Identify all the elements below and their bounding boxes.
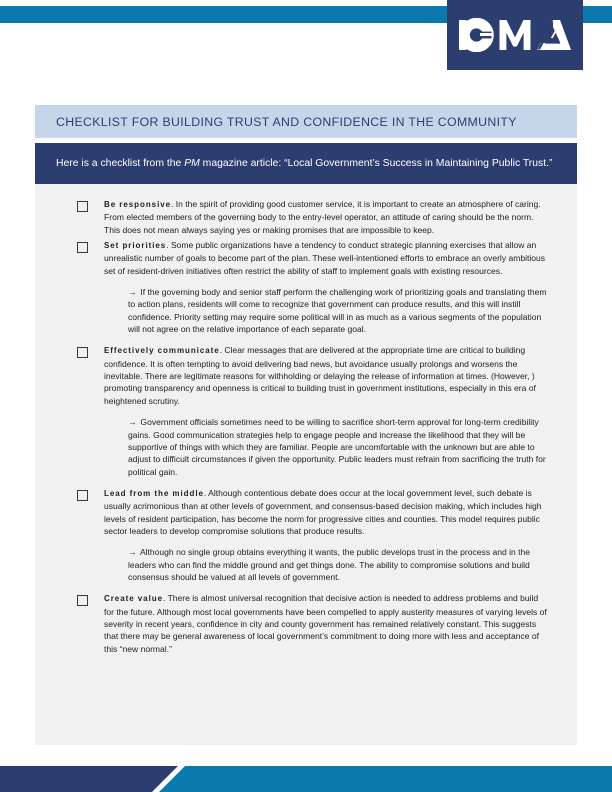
checklist-item-create-value[interactable] xyxy=(51,592,561,655)
checklist-item-lead-in: Effectively communicate xyxy=(104,346,220,356)
icma-logo-block xyxy=(447,0,583,70)
checklist-item-body: . Clear messages that are delivered at the appropriate time are critical to building confidence. It is often tempting to avoid delivering bad news, but avoidance usually prolongs and worsens the inevitable. There are legitimate reasons for withholding or delaying the release of information at times. (However, ) promoting transparency and openness is critical to building trust in government institutions, especially in this era of heightened scrutiny. xyxy=(104,345,536,406)
checklist-item-lead-in: Create value xyxy=(104,594,163,604)
checklist-item-body: . There is almost universal recognition that decisive action is needed to address problems and build for the future. Although most local governments have been compelled to apply austerity measures of varying levels of severity in recent years, confidence in city and county government has remained relatively constant. This suggests that there may be general awareness of local government’s commitment to doing more with less and acceptance of this “new normal.” xyxy=(104,593,547,654)
checklist-item-effectively-communicate[interactable] xyxy=(51,344,561,407)
checklist-item-text xyxy=(104,198,561,236)
checklist-items xyxy=(35,184,577,655)
checklist-item-lead-from-the-middle[interactable] xyxy=(51,487,561,537)
checklist-body-panel xyxy=(35,184,577,745)
checklist-subtitle-bar xyxy=(35,143,577,184)
checklist-item-lead-in: Lead from the middle xyxy=(104,488,204,498)
checkbox-lead-from-the-middle[interactable] xyxy=(77,490,88,501)
arrow-right-icon: → xyxy=(128,547,139,558)
subtitle-prefix: Here is a checklist from the xyxy=(56,158,185,169)
checklist-item-set-priorities[interactable] xyxy=(51,239,561,277)
checkbox-be-responsive[interactable] xyxy=(77,201,88,212)
checklist-item-body: . Although contentious debate does occur at the local government level, such debate is usually acrimonious than at other levels of government, and consensus-based decision making, which includes high levels of resident participation, has become the norm for progressive cities and counties. This model requires public sector leaders to develop compromise solutions that produce results. xyxy=(104,487,542,536)
checkbox-set-priorities[interactable] xyxy=(77,242,88,253)
checklist-item-text xyxy=(104,239,561,277)
checkbox-effectively-communicate[interactable] xyxy=(77,347,88,358)
arrow-right-icon: → xyxy=(128,417,139,428)
subtitle-suffix: magazine article: “Local Government’s Success in Maintaining Public Trust.” xyxy=(199,158,553,169)
checklist-item-text xyxy=(104,487,561,537)
page-header xyxy=(0,0,612,92)
checklist-item-text xyxy=(104,592,561,655)
checklist-item-body: . In the spirit of providing good customer service, it is important to create an atmosphere of caring. From elected members of the governing body to the entry-level operator, an attitude of caring should be the norm. This does not mean always saying yes or making promises that are impossible to keep. xyxy=(104,199,541,235)
checklist-item-be-responsive[interactable] xyxy=(51,198,561,236)
checklist-item-text xyxy=(104,344,561,407)
checklist-title-bar xyxy=(35,105,577,138)
arrow-note-text: Government officials sometimes need to be willing to sacrifice short-term approval for long-term credibility gains. Good communication strategies help to engage people and increase the likelihood that they will be supportive of things with which they are familiar. People are uncomfortable with the unknown but are able to adjust to difficult circumstances if given the opportunity. Public leaders must refrain from sacrificing the truth for political gain. xyxy=(128,417,546,477)
checkbox-create-value[interactable] xyxy=(77,595,88,606)
checklist-item-lead-in: Set priorities xyxy=(104,241,167,251)
page-title: CHECKLIST FOR BUILDING TRUST AND CONFIDENCE IN THE COMMUNITY xyxy=(56,114,517,129)
subtitle-italic-pm: PM xyxy=(184,158,200,169)
arrow-note-text: If the governing body and senior staff perform the challenging work of prioritizing goals and translating them to action plans, residents will come to recognize that government can produce results, and this will instill confidence. Priority setting may require some political will in as much as a various segments of the population will not agree on the relative importance of each separate goal. xyxy=(128,287,547,335)
arrow-note-effectively-communicate xyxy=(128,416,549,478)
arrow-note-set-priorities xyxy=(128,286,549,335)
arrow-right-icon: → xyxy=(128,287,139,298)
page-footer xyxy=(0,766,612,792)
arrow-note-text: Although no single group obtains everything it wants, the public develops trust in the process and in the leaders who can find the middle ground and get things done. The ability to compromise solutions and build consensus should be valued at all levels of government. xyxy=(128,547,531,582)
checklist-item-lead-in: Be responsive xyxy=(104,200,172,209)
icma-logo-icon xyxy=(459,18,571,52)
footer-navy-band xyxy=(0,766,190,792)
arrow-note-lead-from-the-middle xyxy=(128,546,549,583)
checklist-item-body: . Some public organizations have a tendency to conduct strategic planning exercises that allow an unrealistic number of goals to become part of the plan. These well-intentioned efforts to embrace an overly ambitious set of resident-driven initiatives often restrict the ability of staff to implement goals with existing resources. xyxy=(104,240,546,276)
subtitle-text xyxy=(35,156,573,171)
